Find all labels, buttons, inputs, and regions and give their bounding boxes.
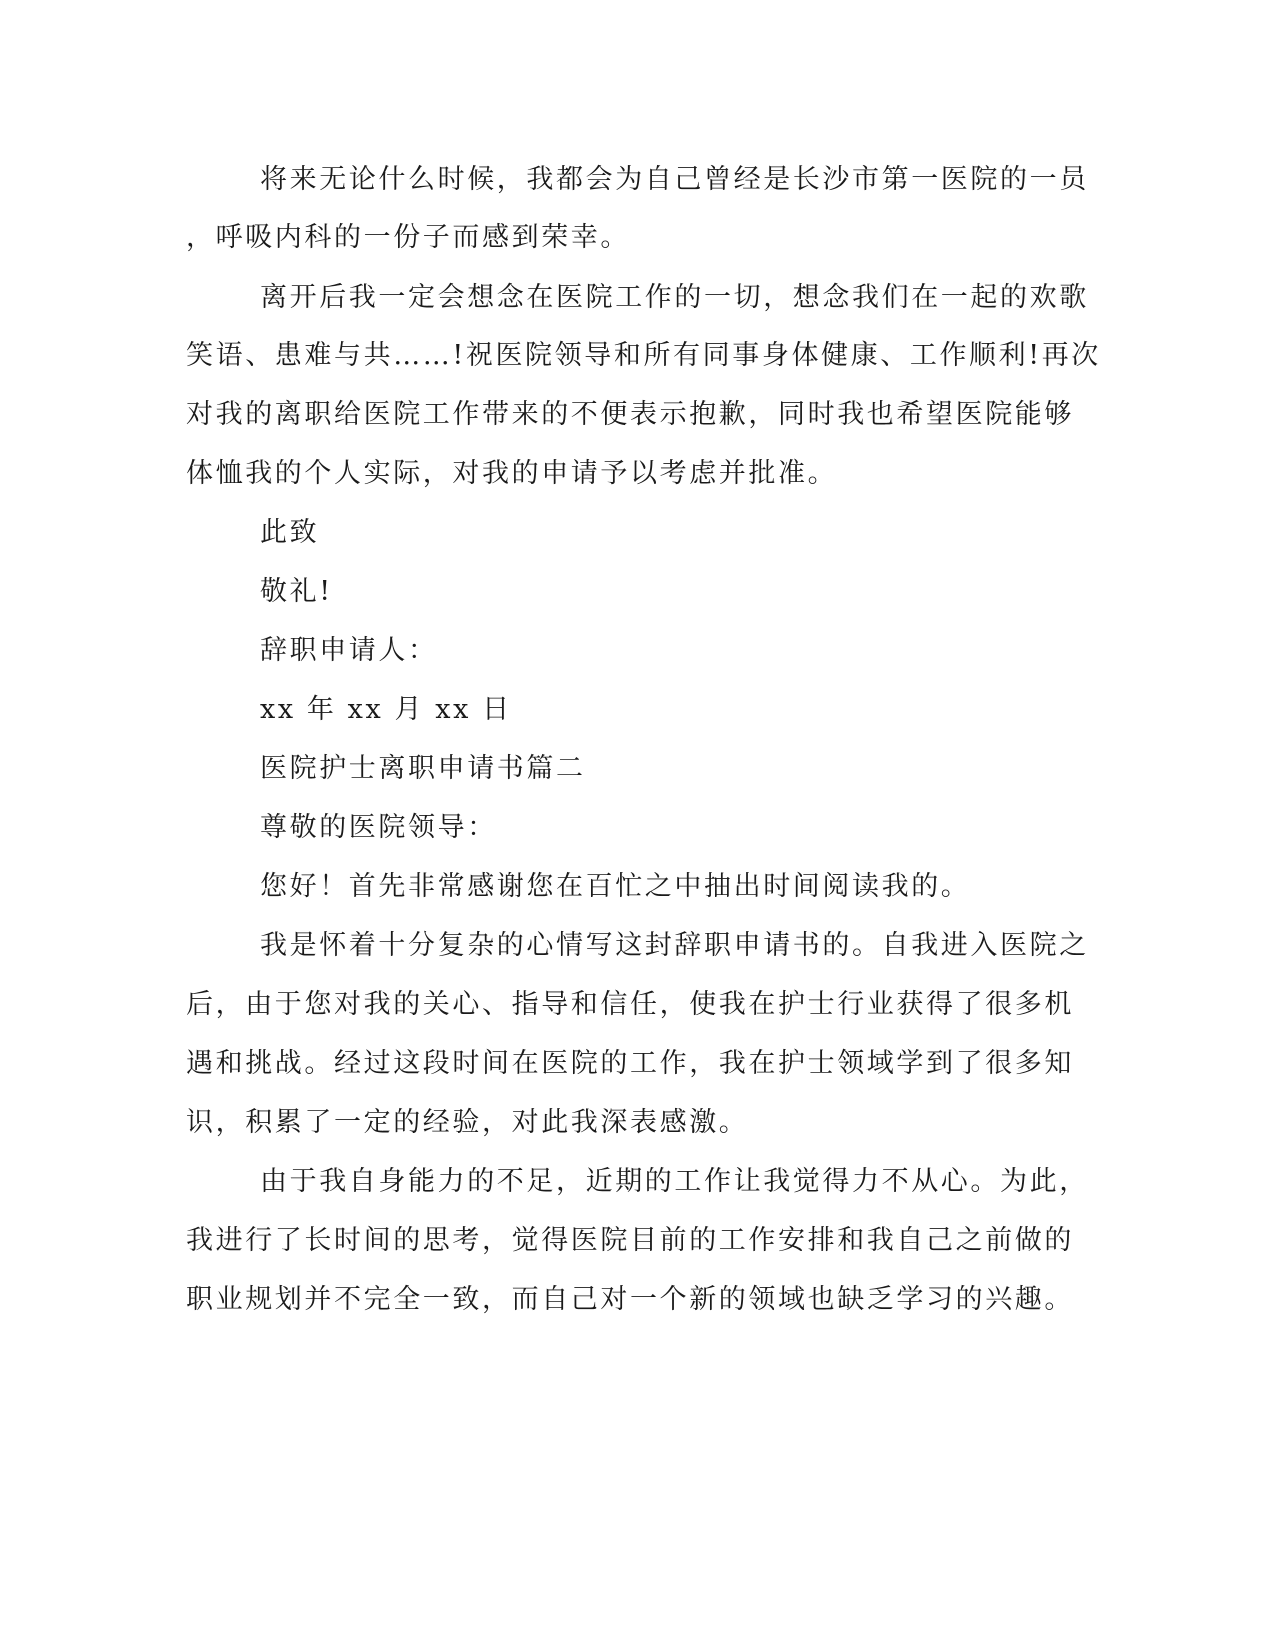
paragraph-line: 识，积累了一定的经验，对此我深表感激。	[186, 1107, 749, 1138]
salutation-line: 尊敬的医院领导：	[260, 812, 497, 843]
closing-line: 此致	[260, 517, 320, 548]
paragraph-line: 后，由于您对我的关心、指导和信任，使我在护士行业获得了很多机	[186, 989, 1074, 1020]
paragraph-line: 遇和挑战。经过这段时间在医院的工作，我在护士领域学到了很多知	[186, 1048, 1074, 1079]
greeting-line: 您好！首先非常感谢您在百忙之中抽出时间阅读我的。	[260, 871, 971, 902]
closing-line: 敬礼!	[260, 576, 333, 607]
paragraph-line: 由于我自身能力的不足，近期的工作让我觉得力不从心。为此，	[260, 1166, 1089, 1197]
section-title: 医院护士离职申请书篇二	[260, 753, 586, 784]
paragraph-line: 职业规划并不完全一致，而自己对一个新的领域也缺乏学习的兴趣。	[186, 1284, 1074, 1315]
paragraph-line: 对我的离职给医院工作带来的不便表示抱歉，同时我也希望医院能够	[186, 399, 1074, 430]
paragraph-line: 离开后我一定会想念在医院工作的一切，想念我们在一起的欢歌	[260, 282, 1089, 313]
paragraph-line: 体恤我的个人实际，对我的申请予以考虑并批准。	[186, 458, 838, 489]
paragraph-line: 我是怀着十分复杂的心情写这封辞职申请书的。自我进入医院之	[260, 930, 1089, 961]
date-line: xx 年 xx 月 xx 日	[260, 694, 512, 725]
paragraph-line: 笑语、患难与共……!祝医院领导和所有同事身体健康、工作顺利!再次	[186, 340, 1101, 371]
paragraph-line: 将来无论什么时候，我都会为自己曾经是长沙市第一医院的一员	[260, 164, 1089, 195]
signature-line: 辞职申请人：	[260, 635, 438, 666]
paragraph-line: 我进行了长时间的思考，觉得医院目前的工作安排和我自己之前做的	[186, 1225, 1074, 1256]
paragraph-line: ，呼吸内科的一份子而感到荣幸。	[186, 222, 630, 253]
